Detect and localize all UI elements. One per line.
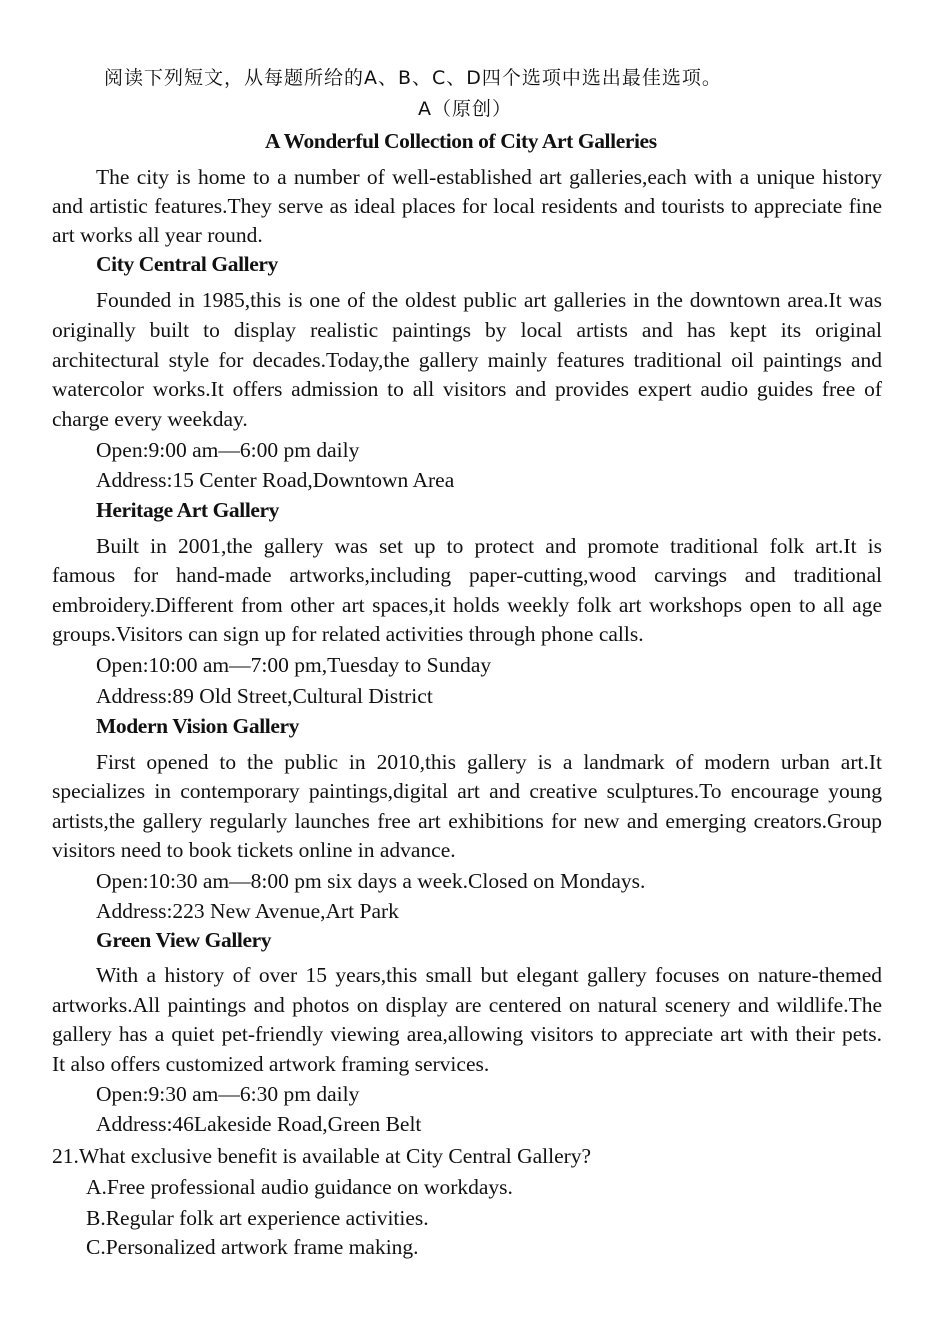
gallery-name: Heritage Art Gallery <box>96 498 280 522</box>
gallery-name: Modern Vision Gallery <box>96 714 300 738</box>
gallery-address: Address:89 Old Street,Cultural District <box>96 684 433 708</box>
gallery-description-line: gallery has a quiet pet-friendly viewing area,allowing visitors to appreciate art with their pets. <box>52 1022 882 1046</box>
gallery-description-line: Built in 2001,the gallery was set up to protect and promote traditional folk art.It is <box>96 534 882 558</box>
gallery-description-line: visitors need to book tickets online in advance. <box>52 838 456 862</box>
gallery-description-line: architectural style for decades.Today,the gallery mainly features traditional oil paintings and <box>52 348 882 372</box>
gallery-description-line: It also offers customized artwork framing services. <box>52 1052 490 1076</box>
gallery-description-line: artists,the gallery regularly launches free art exhibitions for new and emerging creators.Group <box>52 809 882 833</box>
question-stem: 21.What exclusive benefit is available at City Central Gallery? <box>52 1144 592 1168</box>
gallery-open-hours: Open:10:30 am—8:00 pm six days a week.Closed on Mondays. <box>96 869 646 893</box>
gallery-description-line: artworks.All paintings and photos on display are centered on natural scenery and wildlife.The <box>52 993 882 1017</box>
gallery-description-line: watercolor works.It offers admission to all visitors and provides expert audio guides free of <box>52 377 882 401</box>
gallery-name: Green View Gallery <box>96 928 272 952</box>
gallery-description-line: famous for hand-made artworks,including paper-cutting,wood carvings and traditional <box>52 563 882 587</box>
gallery-open-hours: Open:10:00 am—7:00 pm,Tuesday to Sunday <box>96 653 492 677</box>
answer-option-a[interactable]: A.Free professional audio guidance on workdays. <box>86 1175 513 1199</box>
intro-line: and artistic features.They serve as ideal places for local residents and tourists to appreciate fine <box>52 194 882 218</box>
passage-title: A Wonderful Collection of City Art Galleries <box>265 129 657 153</box>
gallery-description-line: specializes in contemporary paintings,digital art and creative sculptures.To encourage young <box>52 779 882 803</box>
section-label: A（原创） <box>418 98 512 120</box>
gallery-description-line: originally built to display realistic paintings by local artists and has kept its original <box>52 318 882 342</box>
gallery-description-line: With a history of over 15 years,this small but elegant gallery focuses on nature-themed <box>96 963 882 987</box>
gallery-description-line: groups.Visitors can sign up for related activities through phone calls. <box>52 622 644 646</box>
answer-option-c[interactable]: C.Personalized artwork frame making. <box>86 1235 419 1259</box>
gallery-address: Address:223 New Avenue,Art Park <box>96 899 399 923</box>
gallery-address: Address:46Lakeside Road,Green Belt <box>96 1112 422 1136</box>
gallery-description-line: Founded in 1985,this is one of the oldest public art galleries in the downtown area.It was <box>96 288 882 312</box>
gallery-description-line: embroidery.Different from other art spaces,it holds weekly folk art workshops open to all age <box>52 593 882 617</box>
instruction-text: 阅读下列短文，从每题所给的A、B、C、D四个选项中选出最佳选项。 <box>104 67 722 89</box>
gallery-description-line: First opened to the public in 2010,this gallery is a landmark of modern urban art.It <box>96 750 882 774</box>
gallery-name: City Central Gallery <box>96 252 278 276</box>
intro-line: art works all year round. <box>52 223 263 247</box>
answer-option-b[interactable]: B.Regular folk art experience activities. <box>86 1206 429 1230</box>
gallery-address: Address:15 Center Road,Downtown Area <box>96 468 455 492</box>
gallery-description-line: charge every weekday. <box>52 407 248 431</box>
intro-line: The city is home to a number of well-established art galleries,each with a unique history <box>96 165 882 189</box>
gallery-open-hours: Open:9:00 am—6:00 pm daily <box>96 438 360 462</box>
gallery-open-hours: Open:9:30 am—6:30 pm daily <box>96 1082 360 1106</box>
